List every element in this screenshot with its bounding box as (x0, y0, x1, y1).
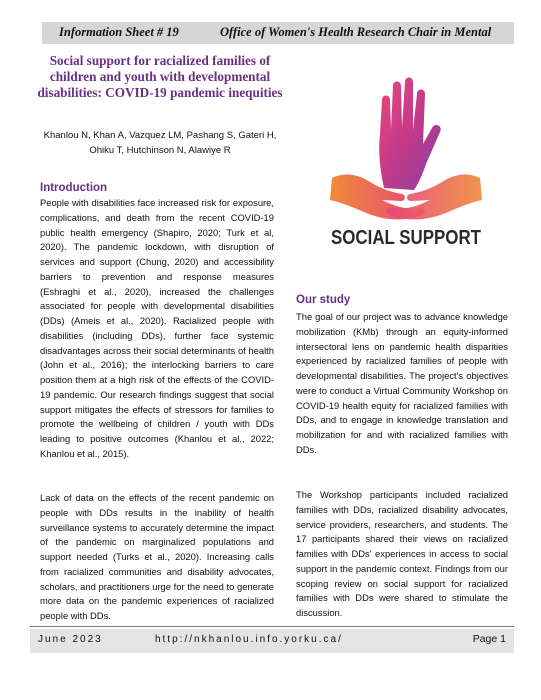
authors: Khanlou N, Khan A, Vazquez LM, Pashang S, Gateri H, Ohiku T, Hutchinson N, Alawiye R (43, 130, 277, 156)
page-number: Page 1 (472, 633, 506, 645)
logo-text: SOCIAL SUPPORT (331, 227, 481, 249)
our-study-heading: Our study (296, 294, 351, 306)
our-study-paragraph-2: The Workshop participants included racialized families with DDs, racialized disability advocates, service providers, researchers, and students. The 17 participants shared their views on racialized families with DDs' experiences in access to social support in the pandemic context. Findings from our scoping review on social support for racialized families with DDs were shared to stimulate the discussion. (296, 489, 508, 618)
footer-url-link[interactable]: http://nkhanlou.info.yorku.ca/ (155, 634, 343, 645)
document-title: Social support for racialized families of children and youth with developmental disabilities: COVID-19 pandemic inequities (37, 53, 283, 100)
sheet-number: Information Sheet # 19 (59, 25, 179, 39)
our-study-paragraph-1: The goal of our project was to advance knowledge mobilization (KMb) through an equity-informed intersectoral lens on pandemic health disparities experienced by racialized families of people with developmental disabilities. The project's objectives were to conduct a Virtual Community Workshop on COVID-19 health equity for racialized families with DDs, and to engage in knowledge translation and mobilization for and with racialized families with DDs. (296, 311, 508, 455)
introduction-paragraph-2: Lack of data on the effects of the recent pandemic on people with DDs results in the inability of health surveillance systems to accurately determine the impact of the pandemic on marginalized populations and support needed (Turks et al., 2020). Increasing calls from racialized communities and disability advocates, scholars, and practitioners urge for the need to generate more data on the pandemic experiences of racialized people with DDs. (40, 492, 274, 621)
footer-date: June 2023 (38, 634, 103, 645)
introduction-heading: Introduction (40, 182, 108, 194)
office-name: Office of Women's Health Research Chair in Mental (220, 25, 492, 39)
footer-bar (30, 629, 514, 653)
introduction-paragraph-1: People with disabilities face increased risk for exposure, complications, and death from the recent COVID-19 public health emergency (Shapiro, 2020; Turk et al, 2020). The pandemic lockdown, with disruption of services and support (Chung, 2020) and accessibility barriers to prevention and response measures (Eshraghi et al., 2020), increased the challenges associated for people with developmental disabilities (DDs) (Ameis et al., 2020). Racialized people with disabilities (including DDs), further face systemic disadvantages across their social determinants of health (John et al., 2016); the interlocking barriers to care position them at a high risk of the effects of the COVID-19 pandemic. Our research findings suggest that social support mitigates the effects of stressors for families to promote the wellbeing of children / youth with DDs leading to positive outcomes (Khanlou et al., 2022; Khanlou et al., 2015). (40, 197, 274, 459)
social-support-logo (322, 60, 490, 250)
footer-divider (30, 626, 514, 627)
raised-hand-icon (379, 78, 440, 191)
header-bar (42, 22, 514, 44)
